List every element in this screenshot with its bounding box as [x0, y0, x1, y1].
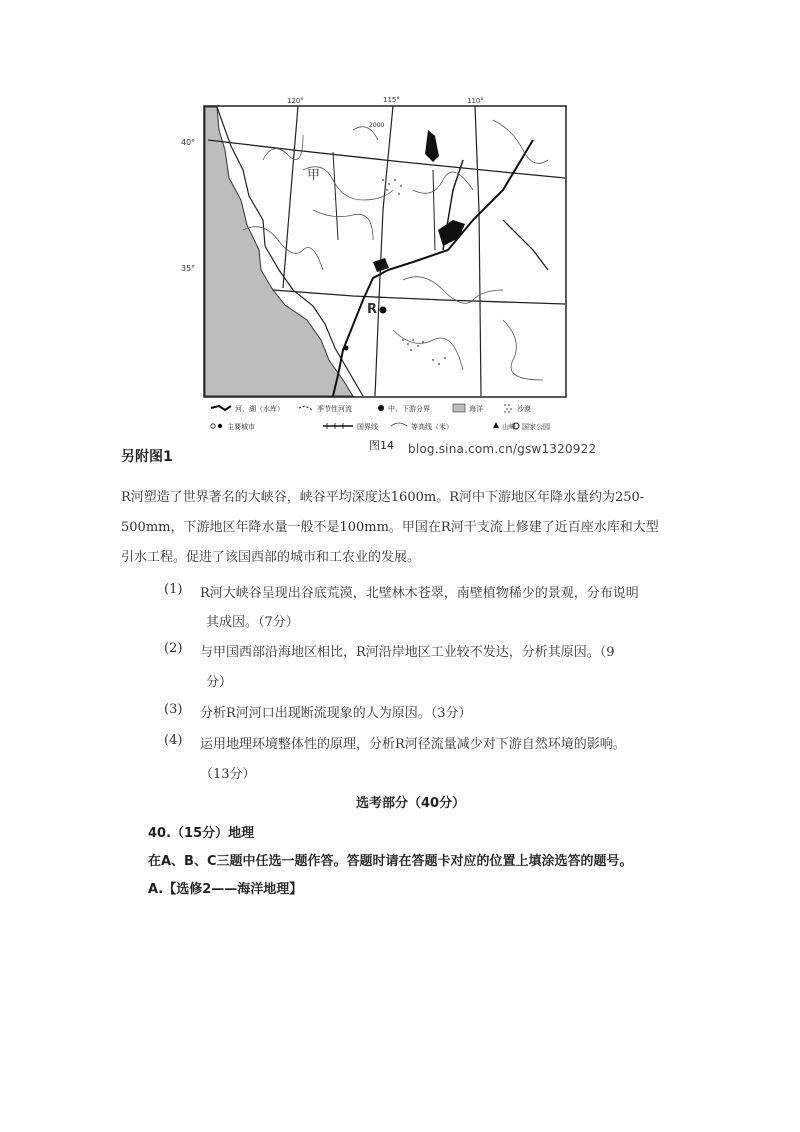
legend-desert-symbol	[504, 404, 512, 413]
legend-seasonal-symbol	[299, 406, 313, 410]
legend-major-city: 主要城市	[227, 423, 255, 431]
legend-desert: 沙漠	[517, 405, 531, 413]
watermark: blog.sina.com.cn/gsw1320922	[408, 442, 597, 456]
legend-ocean: 海洋	[469, 405, 483, 413]
legend-national-border: 国界线	[357, 423, 378, 431]
question-2-text: 与甲国西部沿海地区相比，R河沿岸地区工业较不发达，分析其原因。（9	[200, 645, 615, 660]
map-figure	[181, 96, 597, 457]
lon-label-120: 120°	[287, 97, 304, 105]
legend-city-symbol	[211, 424, 215, 428]
legend-ocean-symbol	[453, 404, 465, 412]
figure-caption: 图14	[369, 439, 394, 452]
question-1-text-cont: 其成因。（7分）	[206, 615, 299, 630]
question-4-text-cont: （13分）	[200, 767, 256, 782]
question-40-heading: 40.（15分）地理	[148, 826, 255, 841]
legend-peak: 山峰	[502, 423, 516, 431]
question-4-number: (4)	[164, 733, 183, 748]
lat-label-40: 40°	[181, 138, 196, 147]
legend-river-lake: 河、湖（水库）	[235, 405, 284, 413]
question-3-text: 分析R河河口出现断流现象的人为原因。（3分）	[200, 706, 472, 721]
intro-line: 500mm，下游地区年降水量一般不是100mm。甲国在R河干支流上修建了近百座水库和大型	[121, 520, 659, 535]
boundary-marker	[344, 346, 349, 351]
question-2-number: (2)	[164, 641, 183, 656]
question-1-text: R河大峡谷呈现出谷底荒漠，北壁林木苍翠，南壁植物稀少的景观，分布说明	[200, 586, 639, 601]
intro-line: R河塑造了世界著名的大峡谷，峡谷平均深度达1600m。R河中下游地区年降水量约为250-	[121, 490, 645, 505]
mid-lower-boundary-marker	[380, 307, 387, 314]
legend-national-park: 国家公园	[522, 423, 550, 431]
lon-label-110: 110°	[467, 97, 484, 105]
intro-paragraph	[121, 483, 681, 573]
question-2-text-cont: 分）	[206, 675, 233, 690]
option-a-heading: A.【选修2——海洋地理】	[148, 882, 303, 897]
contour-value-label: 2000	[369, 122, 385, 129]
question-1-number: (1)	[164, 582, 183, 597]
question-4-text: 运用地理环境整体性的原理，分析R河径流量减少对下游自然环境的影响。	[200, 737, 626, 752]
intro-line: 引水工程。促进了该国西部的城市和工农业的发展。	[121, 550, 421, 565]
lon-label-115: 115°	[383, 96, 400, 104]
region-label-jia: 甲	[307, 168, 321, 183]
legend-boundary-symbol	[378, 405, 384, 411]
river-label-r: R	[367, 302, 378, 317]
question-3-number: (3)	[164, 702, 183, 717]
attachment-title: 另附图1	[121, 449, 173, 465]
legend-river-symbol	[211, 406, 231, 410]
legend-city-symbol	[218, 424, 222, 428]
legend-mid-lower-boundary: 中、下游分界	[388, 405, 430, 413]
section-title: 选考部分（40分）	[356, 796, 466, 811]
elective-instruction: 在A、B、C三题中任选一题作答。答题时请在答题卡对应的位置上填涂选答的题号。	[148, 854, 633, 869]
legend-contour: 等高线（米）	[411, 423, 453, 431]
legend-seasonal-river: 季节性河流	[317, 405, 352, 413]
lat-label-35: 35°	[181, 264, 196, 273]
legend-peak-symbol	[493, 422, 499, 428]
legend-contour-symbol	[391, 423, 407, 426]
